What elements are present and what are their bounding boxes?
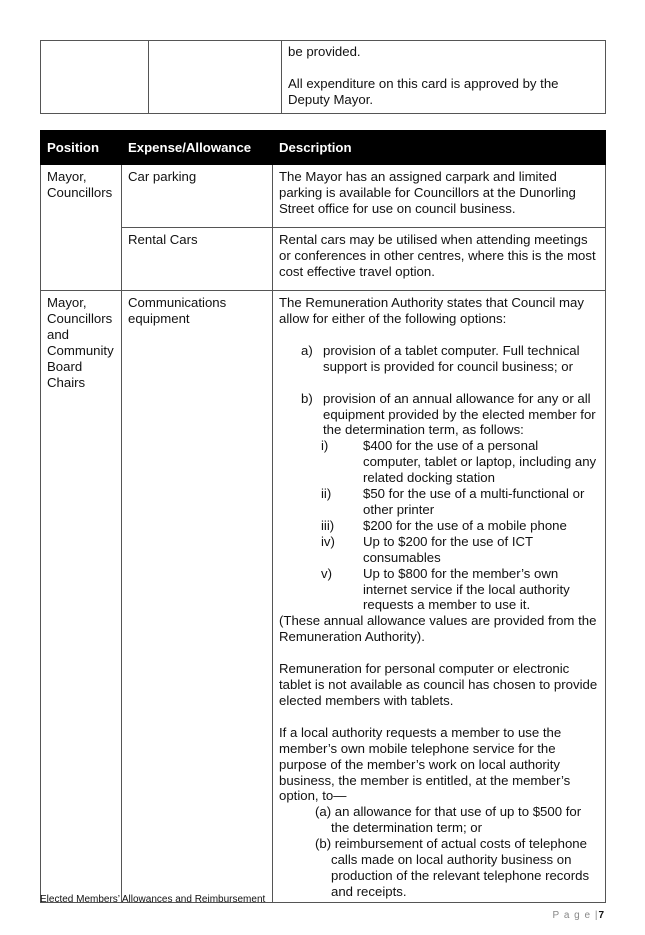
continued-table xyxy=(40,40,606,114)
paragraph: If a local authority requests a member to use the member’s own mobile telephone service for the purpose of the member’s work on local authority business, the member is entitled, at the member’s option, to— xyxy=(279,724,571,804)
option-label: b) xyxy=(301,390,313,406)
header-description: Description xyxy=(273,131,606,165)
item-label: iv) xyxy=(321,533,335,549)
description-cell xyxy=(273,165,606,228)
item-text: Up to $800 for the member’s own internet service if the local authority requests a member to use it. xyxy=(363,565,570,613)
header-position: Position xyxy=(41,131,122,165)
header-expense: Expense/Allowance xyxy=(122,131,273,165)
table-row xyxy=(41,228,606,291)
item-text: $50 for the use of a multi-functional or other printer xyxy=(363,486,585,517)
option-text: provision of an annual allowance for any or all equipment provided by the elected member for the determination term, as follows: xyxy=(323,390,596,438)
footer-title: Elected Members’ Allowances and Reimbursement xyxy=(40,894,266,905)
description-text: The Mayor has an assigned carpark and limited parking is available for Councillors at the Dunorling Street office for use on council business. xyxy=(279,169,576,216)
item-text: $200 for the use of a mobile phone xyxy=(363,517,567,533)
description-cell xyxy=(273,228,606,291)
page-number-value: 7 xyxy=(598,910,605,921)
paragraph: Remuneration for personal computer or electronic tablet is not available as council has chosen to provide elected members with tablets. xyxy=(279,661,598,708)
expense-cell xyxy=(122,165,273,228)
position-cell xyxy=(41,291,122,903)
table-row xyxy=(41,165,606,228)
intro-text: The Remuneration Authority states that Council may allow for either of the following options: xyxy=(279,295,584,326)
table-header xyxy=(41,131,606,165)
description-cell xyxy=(282,41,606,114)
page-label: P a g e | xyxy=(552,910,599,921)
empty-cell xyxy=(41,41,149,114)
option-b xyxy=(301,391,599,439)
item-text: Up to $200 for the use of ICT consumables xyxy=(363,533,533,565)
allowance-table xyxy=(40,130,606,903)
empty-cell xyxy=(149,41,282,114)
expense-cell xyxy=(122,291,273,903)
expense-text: Communications equipment xyxy=(128,295,227,326)
expense-text: Rental Cars xyxy=(128,232,198,247)
allowance-items xyxy=(279,438,599,613)
table-row xyxy=(41,291,606,903)
list-item xyxy=(321,566,599,614)
option-label: a) xyxy=(301,342,313,358)
item-label: i) xyxy=(321,438,329,454)
page-number xyxy=(553,908,605,924)
list-item xyxy=(321,518,599,534)
position-text: Mayor, Councillors and Community Board Chairs xyxy=(47,295,114,390)
text: be provided. xyxy=(288,44,361,59)
list-item xyxy=(321,534,599,566)
list-item xyxy=(321,486,599,518)
item-text: $400 for the use of a personal computer, tablet or laptop, including any related docking station xyxy=(363,438,597,486)
item-label: v) xyxy=(321,565,332,581)
description-text: Rental cars may be utilised when attending meetings or conferences in other centres, where this is the most cost effective travel option. xyxy=(279,232,596,279)
text: All expenditure on this card is approved by the Deputy Mayor. xyxy=(288,75,559,107)
item-label: ii) xyxy=(321,486,332,502)
option-text: provision of a tablet computer. Full technical support is provided for council business; or xyxy=(323,342,580,374)
position-cell xyxy=(41,165,122,291)
option-a xyxy=(301,343,599,375)
note-text: (These annual allowance values are provided from the Remuneration Authority). xyxy=(279,613,597,645)
description-cell xyxy=(273,291,606,903)
expense-text: Car parking xyxy=(128,169,197,184)
item-label: iii) xyxy=(321,517,335,533)
expense-cell xyxy=(122,228,273,291)
phone-option: (a) an allowance for that use of up to $500 for the determination term; or xyxy=(315,804,582,836)
phone-option: (b) reimbursement of actual costs of telephone calls made on local authority business on production of the relevant telephone records and receipts. xyxy=(315,836,590,899)
list-item xyxy=(321,438,599,486)
position-text: Mayor, Councillors xyxy=(47,169,113,200)
